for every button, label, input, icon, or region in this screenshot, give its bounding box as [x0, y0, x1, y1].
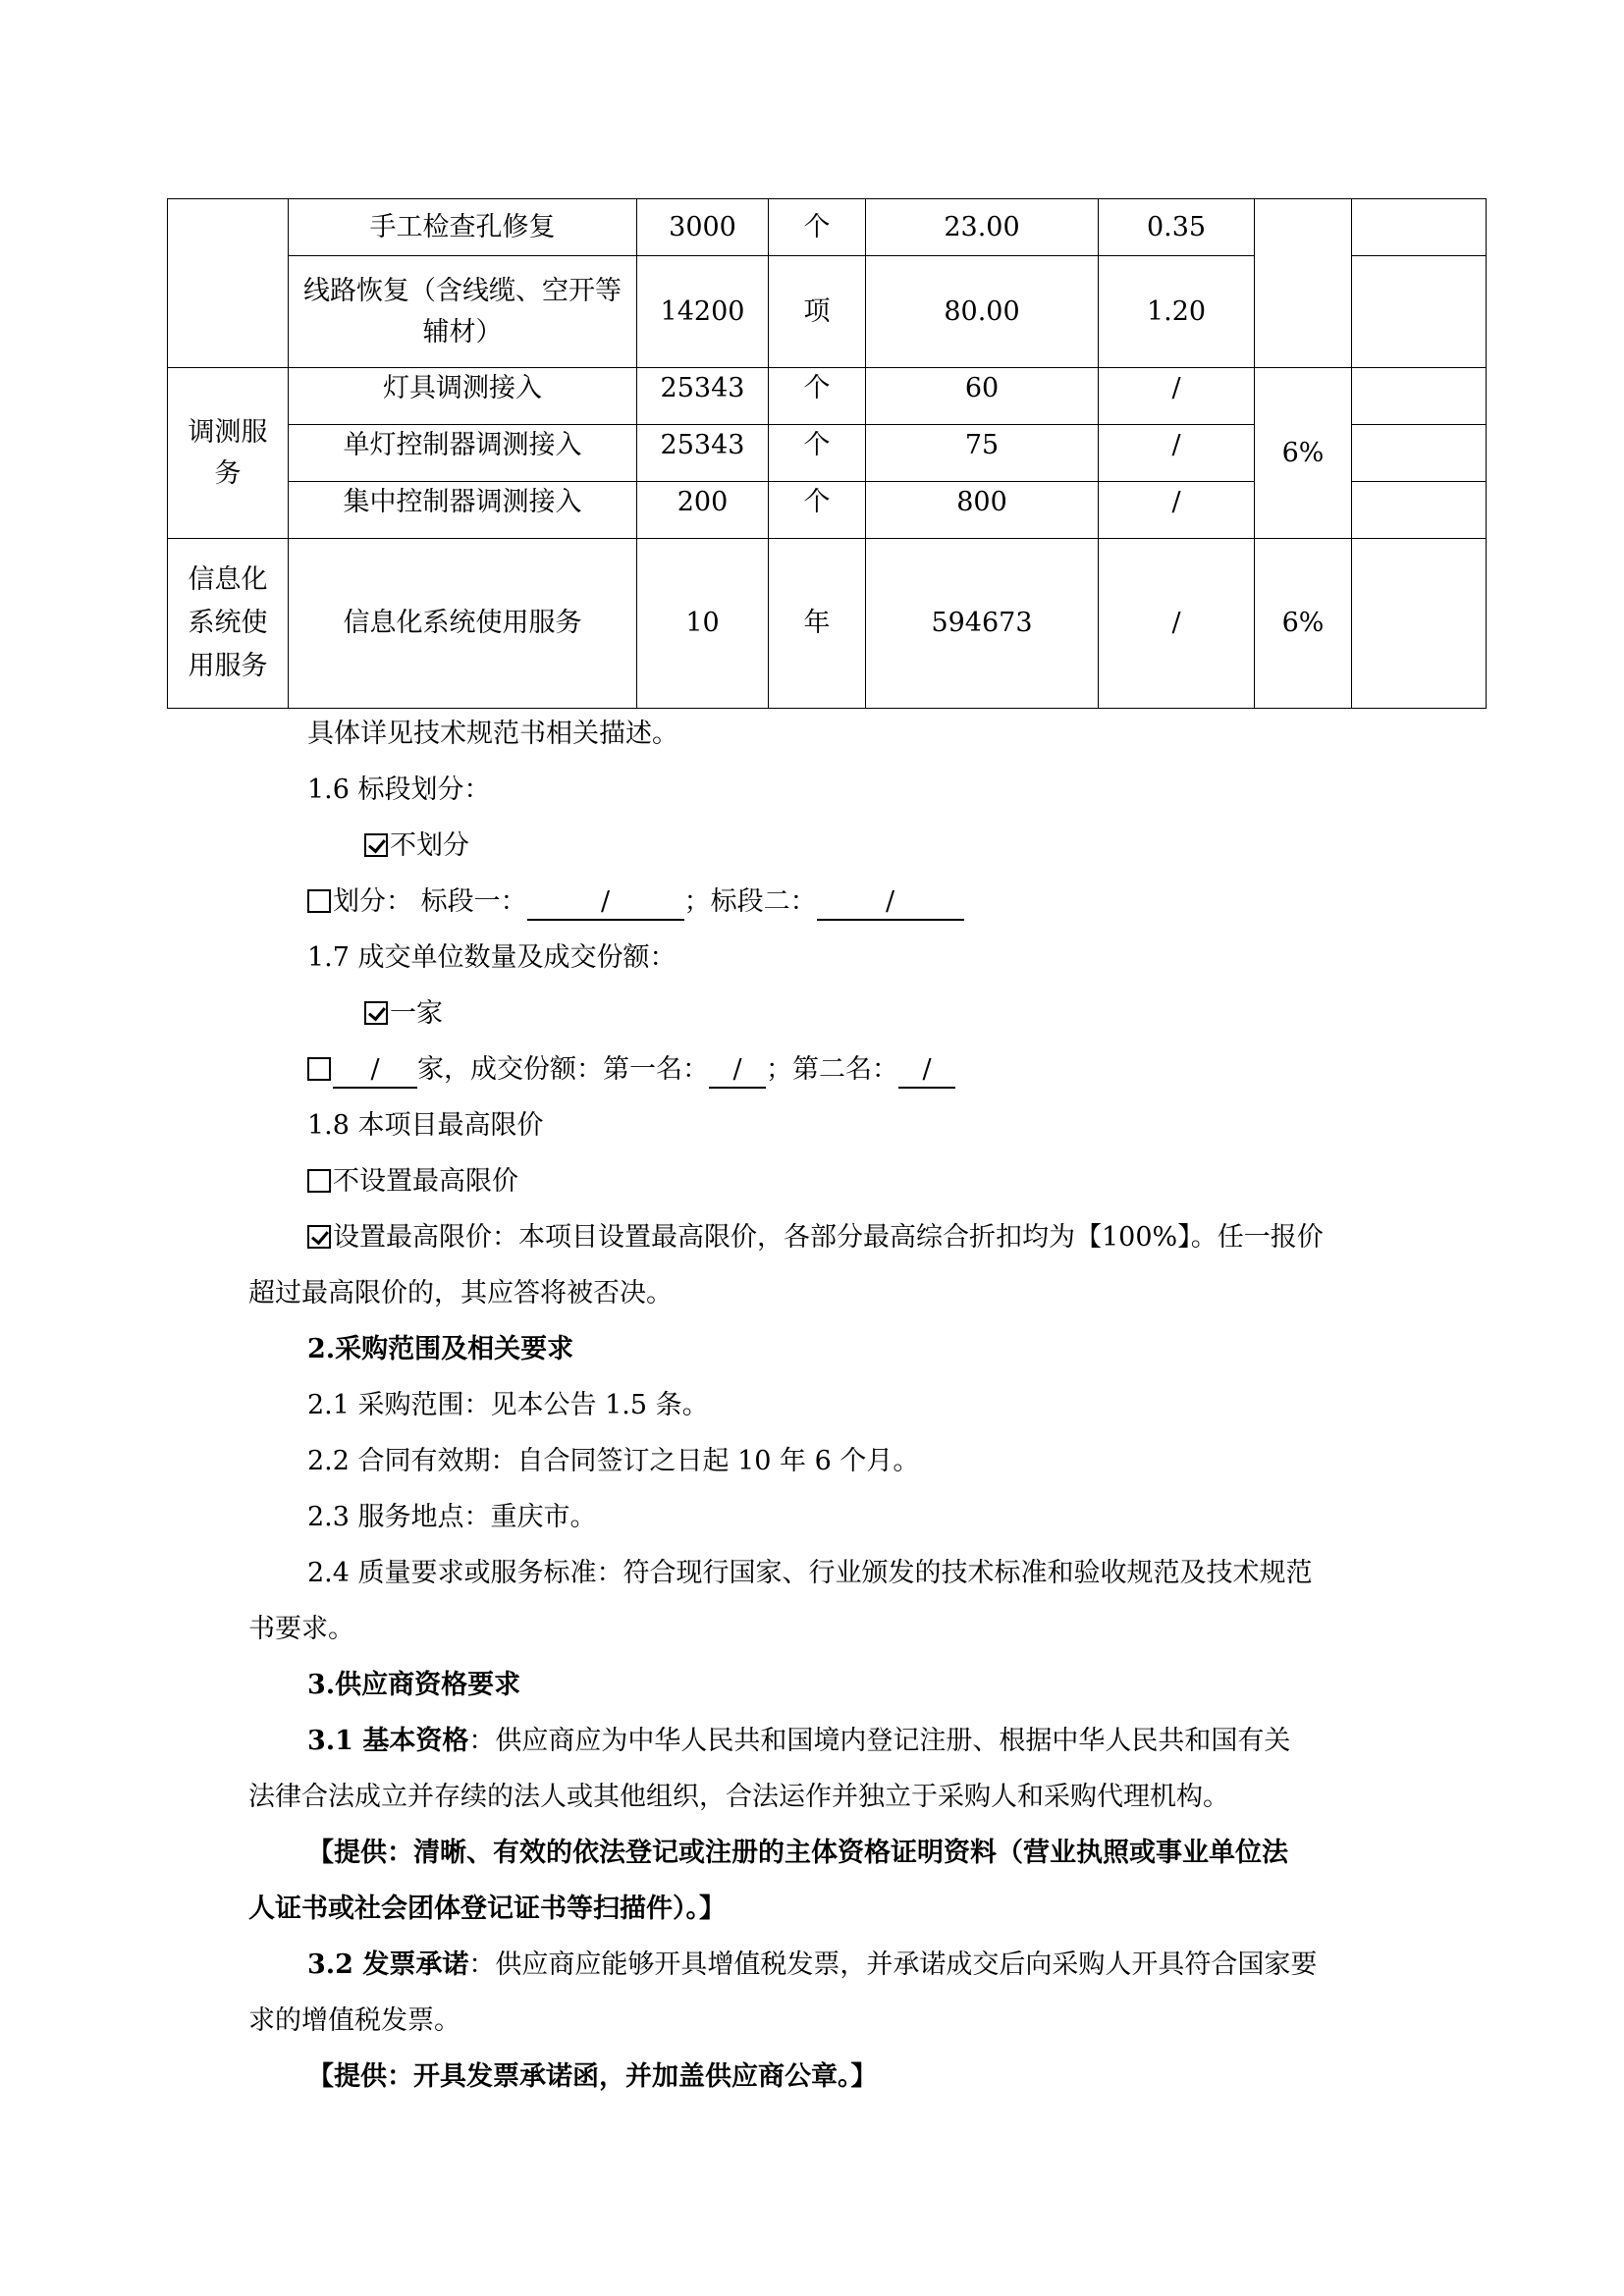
paragraph-text: ：供应商应为中华人民共和国境内登记注册、根据中华人民共和国有关 — [468, 1726, 1291, 1756]
section-1-6: 1.6 标段划分： — [307, 774, 491, 805]
paragraph-text: ：供应商应能够开具增值税发票，并承诺成交后向采购人开具符合国家要 — [468, 1949, 1318, 1980]
section-2-2: 2.2 合同有效期：自合同签订之日起 10 年 6 个月。 — [307, 1446, 920, 1476]
qty-cell: 3000 — [637, 199, 769, 256]
option-label: 不划分 — [390, 830, 469, 861]
item-cell: 单灯控制器调测接入 — [289, 425, 637, 482]
price-cell: 594673 — [866, 539, 1099, 709]
table-row — [168, 199, 1487, 256]
category-cell: 信息化系统使用服务 — [168, 539, 289, 709]
checked-box-icon[interactable] — [364, 833, 388, 857]
other-cell: / — [1099, 482, 1255, 539]
blank-value: / — [333, 1053, 417, 1089]
option-label: 不设置最高限价 — [333, 1166, 518, 1197]
category-cell: 调测服务 — [168, 368, 289, 539]
section-1-7: 1.7 成交单位数量及成交份额： — [307, 942, 677, 973]
option-one-company — [364, 994, 443, 1034]
section-3-1-label: 3.1 基本资格 — [307, 1726, 469, 1756]
section-2-1: 2.1 采购范围：见本公告 1.5 条。 — [307, 1390, 709, 1420]
option-label: 设置最高限价：本项目设置最高限价，各部分最高综合折扣均为【100%】。任一报价 — [333, 1222, 1324, 1253]
paragraph-line: 求的增值税发票。 — [248, 2005, 460, 2036]
option-max-price — [307, 1218, 1324, 1257]
checked-box-icon[interactable] — [307, 1225, 331, 1249]
checkbox-icon[interactable] — [307, 889, 331, 913]
section-3-1 — [307, 1722, 1290, 1761]
blank-value: / — [709, 1053, 766, 1089]
price-cell: 800 — [866, 482, 1099, 539]
qty-cell: 10 — [637, 539, 769, 709]
provide-note: 人证书或社会团体登记证书等扫描件）。】 — [248, 1894, 726, 1924]
section-2-4: 2.4 质量要求或服务标准：符合现行国家、行业颁发的技术标准和验收规范及技术规范 — [307, 1558, 1313, 1588]
qty-cell: 200 — [637, 482, 769, 539]
paragraph-line: 书要求。 — [248, 1614, 354, 1644]
section-2-3: 2.3 服务地点：重庆市。 — [307, 1502, 597, 1532]
section-2-heading: 2.采购范围及相关要求 — [307, 1334, 574, 1364]
qty-cell: 25343 — [637, 368, 769, 425]
other-cell: / — [1099, 425, 1255, 482]
blank-cell — [1352, 256, 1487, 368]
category-cell — [168, 199, 289, 368]
section-3-2-label: 3.2 发票承诺 — [307, 1949, 469, 1980]
item-cell: 灯具调测接入 — [289, 368, 637, 425]
option-multi-company — [307, 1050, 955, 1090]
unit-cell: 个 — [769, 199, 866, 256]
qty-cell: 14200 — [637, 256, 769, 368]
qty-cell: 25343 — [637, 425, 769, 482]
option-label: ；第二名： — [766, 1054, 898, 1085]
unit-cell: 年 — [769, 539, 866, 709]
item-cell: 集中控制器调测接入 — [289, 482, 637, 539]
other-cell: 1.20 — [1099, 256, 1255, 368]
rate-cell: 6% — [1255, 368, 1352, 539]
section-3-2 — [307, 1946, 1317, 1985]
provide-note: 【提供：开具发票承诺函，并加盖供应商公章。】 — [307, 2061, 878, 2092]
provide-note: 【提供：清晰、有效的依法登记或注册的主体资格证明资料（营业执照或事业单位法 — [307, 1838, 1288, 1868]
rate-cell: 6% — [1255, 539, 1352, 709]
checkbox-icon[interactable] — [307, 1057, 331, 1081]
other-cell: / — [1099, 539, 1255, 709]
detail-note: 具体详见技术规范书相关描述。 — [307, 719, 678, 749]
blank-value: / — [898, 1053, 955, 1089]
item-cell: 手工检查孔修复 — [289, 199, 637, 256]
checkbox-icon[interactable] — [307, 1169, 331, 1193]
option-label: 一家 — [390, 998, 443, 1029]
paragraph-line: 法律合法成立并存续的法人或其他组织，合法运作并独立于采购人和采购代理机构。 — [248, 1782, 1229, 1812]
unit-cell: 个 — [769, 482, 866, 539]
option-label: 划分： 标段一： — [333, 886, 527, 917]
unit-cell: 项 — [769, 256, 866, 368]
unit-cell: 个 — [769, 425, 866, 482]
checked-box-icon[interactable] — [364, 1001, 388, 1025]
blank-value: / — [527, 885, 684, 921]
price-cell: 60 — [866, 368, 1099, 425]
price-cell: 23.00 — [866, 199, 1099, 256]
unit-cell: 个 — [769, 368, 866, 425]
option-label: ；标段二： — [683, 886, 817, 917]
blank-cell — [1352, 368, 1487, 425]
pricing-table — [167, 198, 1487, 709]
price-cell: 75 — [866, 425, 1099, 482]
other-cell: 0.35 — [1099, 199, 1255, 256]
price-cell: 80.00 — [866, 256, 1099, 368]
section-1-8: 1.8 本项目最高限价 — [307, 1110, 544, 1141]
option-no-max-price — [307, 1162, 518, 1201]
table-row — [168, 368, 1487, 425]
table-row — [168, 539, 1487, 709]
option-split — [307, 882, 964, 922]
option-no-split — [364, 827, 469, 866]
section-3-heading: 3.供应商资格要求 — [307, 1670, 521, 1700]
blank-cell — [1352, 199, 1487, 256]
item-cell: 信息化系统使用服务 — [289, 539, 637, 709]
paragraph-line: 超过最高限价的，其应答将被否决。 — [248, 1278, 673, 1308]
rate-cell — [1255, 199, 1352, 368]
option-label: 家，成交份额：第一名： — [417, 1054, 709, 1085]
blank-value: / — [817, 885, 964, 921]
blank-cell — [1352, 482, 1487, 539]
other-cell: / — [1099, 368, 1255, 425]
blank-cell — [1352, 539, 1487, 709]
blank-cell — [1352, 425, 1487, 482]
item-cell: 线路恢复（含线缆、空开等辅材） — [289, 256, 637, 368]
